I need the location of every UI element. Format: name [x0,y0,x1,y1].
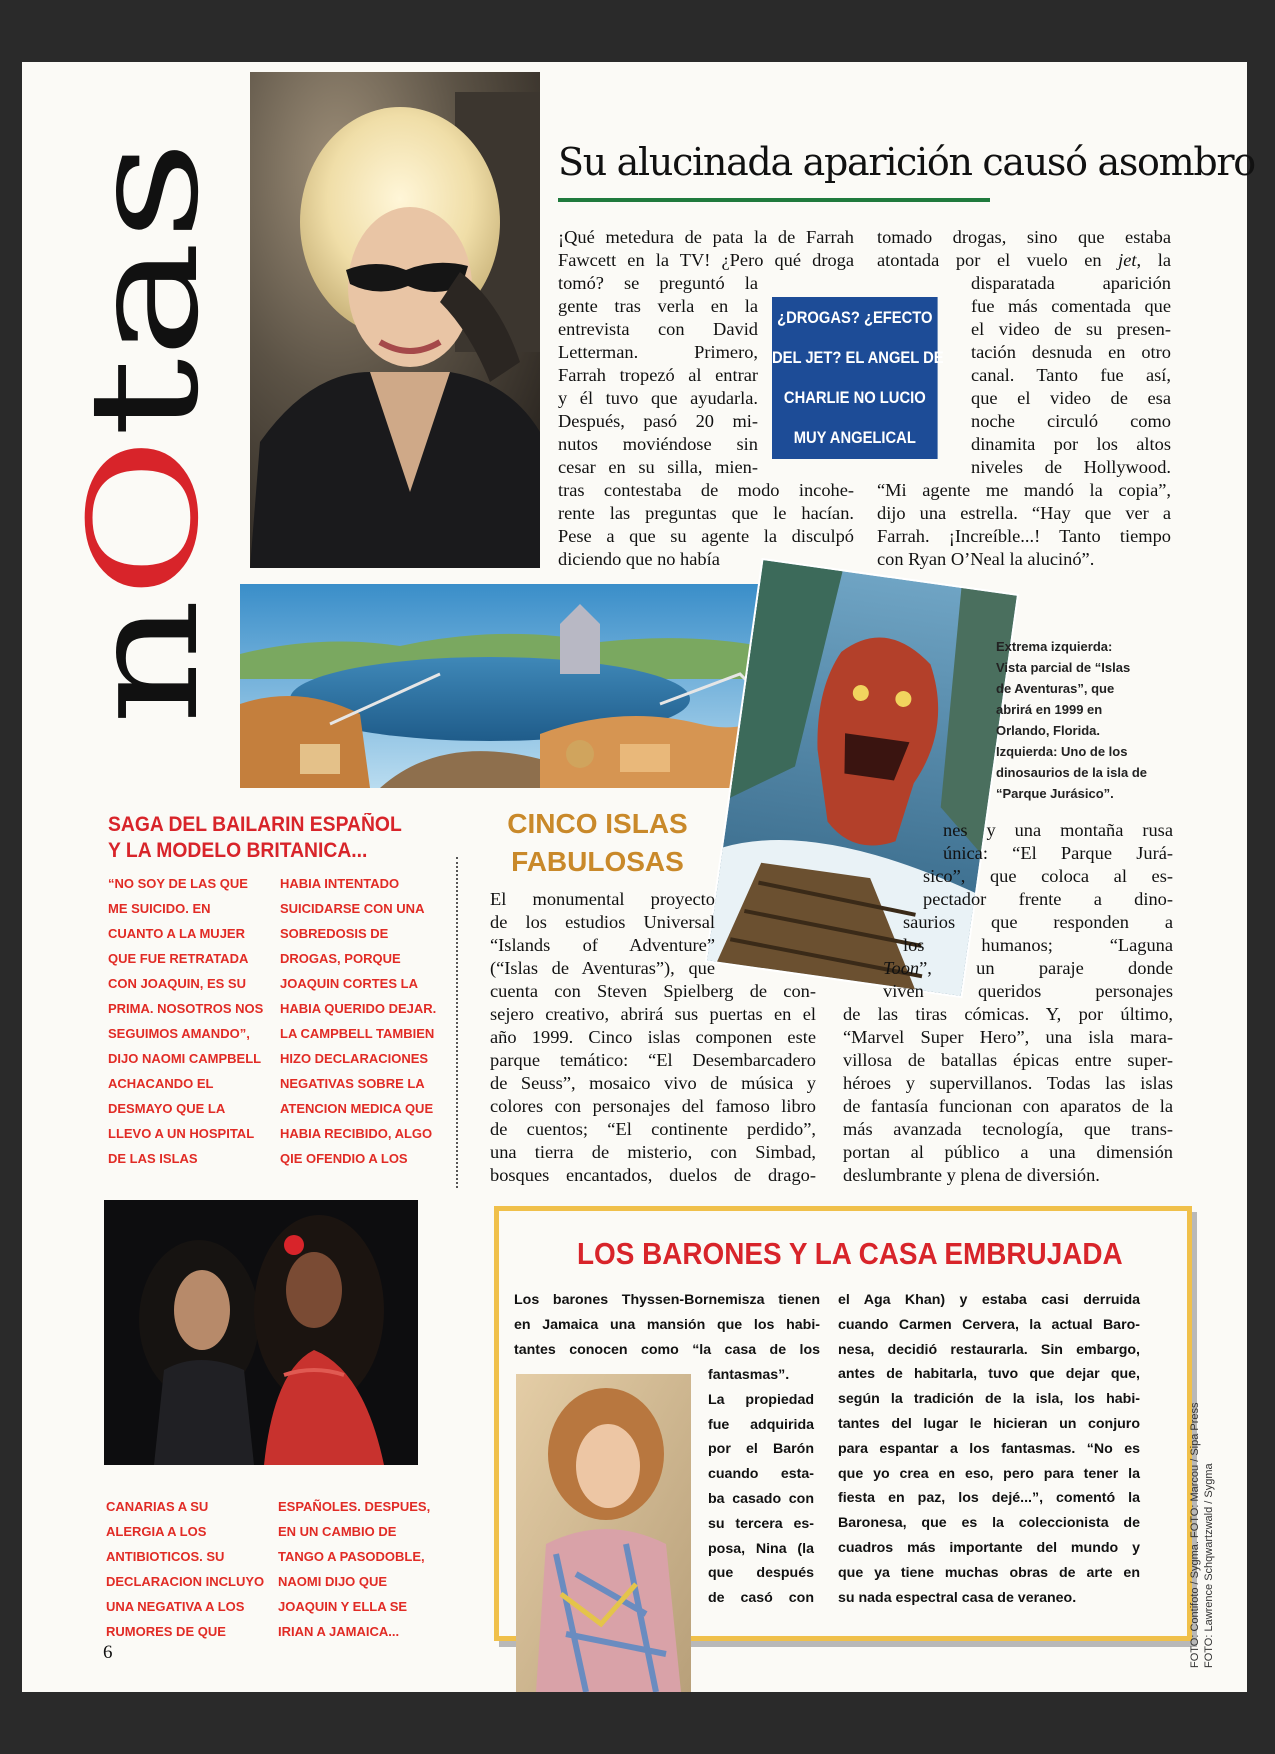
credit-line: FOTO: Lawrence Schqwartzwald / Sygma [1203,1463,1215,1668]
islas-text-line: “Islands of Adventure” [490,935,715,955]
saga-text-line: DIJO NAOMI CAMPBELL [108,1051,262,1066]
farrah-headline: Su alucinada aparición causó asombro [558,140,1255,184]
barones-text-line: posa, Nina (la [708,1540,814,1557]
saga-text-line: TANGO A PASODOBLE, [278,1549,425,1564]
couple-photo [104,1200,418,1465]
saga-text-line: ATENCION MEDICA QUE [280,1101,434,1116]
barones-text-line: La propiedad [708,1391,814,1408]
islas-headline-line: CINCO ISLAS [507,808,688,839]
saga-text-line: NEGATIVAS SOBRE LA [280,1076,425,1091]
saga-text-line: LLEVO A UN HOSPITAL [108,1126,255,1141]
islands-panorama-photo [240,584,772,788]
farrah-text-line: diciendo que no había [558,549,720,569]
caption-line: Vista parcial de “Islas [996,660,1131,675]
islas-text-line: de Seuss”, mosaico vivo de música y [490,1073,816,1093]
saga-text-line: RUMORES DE QUE [106,1624,226,1639]
saga-text-line: DECLARACION INCLUYO [106,1574,265,1589]
islas-text-line: bosques encantados, duelos de drago- [490,1165,816,1185]
section-title-letter: s [58,163,232,241]
farrah-text-line: noche circuló como [971,411,1171,431]
islas-text-line: de las tiras cómicas. Y, por último, [843,1004,1173,1024]
barones-text-line: Los barones Thyssen-Bornemisza tienen [514,1292,820,1308]
saga-text-line: LA CAMPBELL TAMBIEN [280,1026,435,1041]
farrah-text-line: cesar en su silla, mien- [558,457,758,477]
saga-text-line: “NO SOY DE LAS QUE [108,876,248,891]
barones-narrow-column [708,1363,814,1611]
saga-text-line: CUANTO A LA MUJER [108,926,245,941]
farrah-text-line: que el video de esa [971,388,1171,408]
farrah-text-line: canal. Tanto fue así, [971,365,1171,385]
barones-text-line: cuando Carmen Cervera, la actual Baro- [838,1316,1140,1333]
saga-text-line: QUE FUE RETRATADA [108,951,249,966]
pullquote-line: MUY ANGELICAL [793,429,916,447]
barones-text-line: su nada espectral casa de veraneo. [838,1589,1077,1606]
saga-text-line: DE LAS ISLAS [108,1151,198,1166]
islas-text-line: nes y una montaña rusa [943,820,1173,840]
farrah-text-line: el video de su presen- [971,319,1171,339]
saga-text-line: UNA NEGATIVA A LOS [106,1599,245,1614]
page-number: 6 [103,1642,113,1663]
saga-text-line: NAOMI DIJO QUE [278,1574,388,1589]
saga-text-line: IRIAN A JAMAICA... [278,1624,400,1639]
islas-text-line: pectador frente a dino- [923,889,1173,909]
caption-line: abrirá en 1999 en [996,702,1103,717]
islas-headline [490,805,705,881]
saga-column-1 [108,871,263,1171]
saga-column-4 [278,1494,430,1644]
islas-text-line: Toon”, un paraje donde [883,958,1173,978]
saga-text-line: SUICIDARSE CON UNA [280,901,425,916]
farrah-text-line: disparatada aparición [971,273,1171,293]
islas-text-line: (“Islas de Aventuras”), que [490,958,715,978]
islas-text-line: de cuentos; “El continente perdido”, [490,1119,816,1139]
section-title-letter: n [58,628,232,725]
islas-text-line: viven queridos personajes [883,981,1173,1001]
photo-caption [996,636,1166,804]
saga-text-line: SOBREDOSIS DE [280,926,389,941]
islas-text-line: única: “El Parque Jurá- [943,843,1173,863]
saga-text-line: CON JOAQUIN, ES SU [108,976,246,991]
islas-text-line: “Marvel Super Hero”, una isla mara- [843,1027,1173,1047]
section-title-letter: t [58,376,232,438]
barones-text-line: de casó con [708,1590,814,1607]
islas-text-line: colores con personajes del famoso libro [490,1096,816,1116]
barones-text-line: fantasmas”. [708,1367,790,1383]
saga-headline-line: SAGA DEL BAILARIN ESPAÑOL [108,813,402,836]
islas-text-line: de fantasía funcionan con aparatos de la [843,1096,1173,1116]
barones-text-line: cuando esta- [708,1466,814,1483]
islas-text-line: El monumental proyecto [490,889,715,909]
islas-text-line: parque temático: “El Desembarcadero [490,1050,816,1070]
saga-text-line: JOAQUIN CORTES LA [280,976,418,991]
barones-text-line: según la tradición de la isla, los habi- [838,1391,1140,1408]
caption-line: Izquierda: Uno de los [996,744,1128,759]
section-title [58,135,232,735]
section-title-letter: O [58,475,232,599]
saga-text-line: DROGAS, PORQUE [280,951,401,966]
barones-text-line: nesa, decidió restaurarla. Sin embargo, [838,1341,1140,1358]
islas-column-2 [843,819,1173,1187]
section-title-graphic [58,135,232,735]
barones-text-line: antes de habitarla, tuvo que dejar que, [838,1366,1140,1383]
barones-text-line: que después [708,1565,814,1582]
farrah-text-line: con Ryan O’Neal la alucinó”. [877,549,1095,569]
barones-text-line: que yo crea en eso, pero para tener la [838,1465,1140,1482]
farrah-text-line: tación desnuda en otro [971,342,1171,362]
saga-text-line: HABIA INTENTADO [280,876,400,891]
saga-text-line: CANARIAS A SU [106,1499,209,1514]
farrah-text-line: tomado drogas, sino que estaba [877,227,1171,247]
farrah-text-line: dijo una estrella. “Hay que ver a [877,503,1171,523]
farrah-text-line: atontada por el vuelo en jet, la [877,250,1171,270]
credit-line: FOTO: Contifoto / Sygma. FOTO: Marcou / Sipa Press [1189,1402,1201,1668]
barones-text-line: por el Barón [708,1441,814,1458]
farrah-text-line: entrevista con David [558,319,758,339]
saga-text-line: ESPAÑOLES. DESPUES, [278,1499,431,1514]
islas-text-line: portan al público a una dimensión [843,1142,1173,1162]
farrah-text-line: gente tras verla en la [558,296,758,316]
farrah-text-line: Letterman. Primero, [558,342,758,362]
farrah-text-line: ¡Qué metedura de pata la de Farrah [558,227,854,247]
saga-text-line: JOAQUIN Y ELLA SE [278,1599,408,1614]
islas-text-line: deslumbrante y plena de diversión. [843,1165,1100,1185]
islas-text-line: sico”, que coloca al es- [923,866,1173,886]
islas-text-line: los humanos; “Laguna [903,935,1173,955]
islas-text-line: año 1999. Cinco islas componen este [490,1027,816,1047]
saga-column-2 [280,871,436,1171]
farrah-text-line: tras contestaba de modo incohe- [558,480,854,500]
barones-headline: LOS BARONES Y LA CASA EMBRUJADA [577,1236,1123,1271]
islas-text-line: cuenta con Steven Spielberg de con- [490,981,816,1001]
farrah-photo [250,72,540,568]
saga-text-line: DESMAYO QUE LA [108,1101,226,1116]
saga-text-line: HABIA RECIBIDO, ALGO [280,1126,433,1141]
islas-text-line: una tierra de misterio, con Simbad, [490,1142,816,1162]
column-divider [456,857,458,1188]
saga-text-line: ANTIBIOTICOS. SU [106,1549,225,1564]
farrah-text-line: Fawcett en la TV! ¿Pero qué droga [558,250,854,270]
caption-line: “Parque Jurásico”. [996,786,1114,801]
saga-text-line: ACHACANDO EL [108,1076,214,1091]
saga-headline-line: Y LA MODELO BRITANICA... [108,839,368,862]
farrah-text-line: Farrah tropezó al entrar [558,365,758,385]
barones-text-line: cuadros más importante del mundo y [838,1539,1140,1556]
farrah-text-line: tomó? se preguntó la [558,273,758,293]
barones-text-line: fue adquirida [708,1416,814,1433]
barones-text-line: que ya tiene muchas obras de arte en [838,1564,1140,1581]
farrah-text-line: fue más comentada que [971,296,1171,316]
barones-text-line: tantes conocen como “la casa de los [514,1341,820,1358]
islas-headline-line: FABULOSAS [511,846,684,877]
islas-text-line: de los estudios Universal [490,912,715,932]
farrah-text-line: dinamita por los altos [971,434,1171,454]
baronesa-photo [516,1374,691,1692]
barones-column-2 [838,1288,1140,1610]
headline-rule [558,198,990,202]
section-title-text [58,140,232,725]
barones-text-line: el Aga Khan) y estaba casi derruida [838,1292,1140,1308]
farrah-text-line: “Mi agente me mandó la copia”, [877,480,1171,500]
farrah-text-line: niveles de Hollywood. [971,457,1171,477]
barones-text-line: fiesta en paz, los dejé...”, comentó la [838,1490,1140,1507]
saga-column-3 [106,1494,264,1644]
saga-text-line: PRIMA. NOSOTROS NOS [108,1001,264,1016]
barones-text-line: en Jamaica una mansión que los habi- [514,1316,820,1333]
islas-text-line: más avanzada tecnología, que trans- [843,1119,1173,1139]
farrah-text-line: y él tuvo que ayudarla. [558,388,758,408]
barones-text-line: tantes del lugar le hicieran un conjuro [838,1415,1140,1432]
saga-headline [108,812,402,864]
caption-line: Extrema izquierda: [996,639,1113,654]
barones-text-line: ba casado con [708,1490,814,1507]
saga-text-line: HABIA QUERIDO DEJAR. [280,1001,437,1016]
saga-text-line: ALERGIA A LOS [106,1524,207,1539]
saga-text-line: QIE OFENDIO A LOS [280,1151,408,1166]
saga-text-line: EN UN CAMBIO DE [278,1524,397,1539]
farrah-text-line: Pese a que su agente la disculpó [558,526,854,546]
saga-text-line: ME SUICIDO. EN [108,901,211,916]
islas-text-line: saurios que responden a [903,912,1173,932]
photo-credits [1188,1402,1216,1668]
islas-text-line: sejero creativo, abrirá sus puertas en el [490,1004,816,1024]
farrah-text-line: Después, pasó 20 mi- [558,411,758,431]
caption-line: Orlando, Florida. [996,723,1101,738]
pullquote-line: CHARLIE NO LUCIO [783,389,926,407]
pullquote-line: DEL JET? EL ANGEL DE [772,349,944,367]
islas-text-line: héroes y supervillanos. Todas las islas [843,1073,1173,1093]
barones-text-line: para espantar a los fantasmas. “No es [838,1440,1140,1457]
islas-column-1 [490,888,816,1187]
section-title-letter: a [58,268,232,359]
farrah-text-line: nutos moviéndose sin [558,434,758,454]
islas-text-line: villosa de batallas épicas entre super- [843,1050,1173,1070]
caption-line: dinosaurios de la isla de [996,765,1147,780]
farrah-column-2 [877,226,1171,571]
barones-text-line: Baronesa, que es la coleccionista de [838,1515,1140,1532]
saga-text-line: HIZO DECLARACIONES [280,1051,429,1066]
farrah-text-line: Farrah. ¡Increíble...! Tanto tiempo [877,526,1171,546]
caption-line: de Aventuras”, que [996,681,1115,696]
saga-text-line: SEGUIMOS AMANDO”, [108,1026,250,1041]
farrah-text-line: rente las preguntas que le hacían. [558,503,854,523]
barones-text-line: su tercera es- [708,1515,814,1532]
pullquote-line: ¿DROGAS? ¿EFECTO [777,309,933,327]
barones-intro [514,1288,820,1362]
